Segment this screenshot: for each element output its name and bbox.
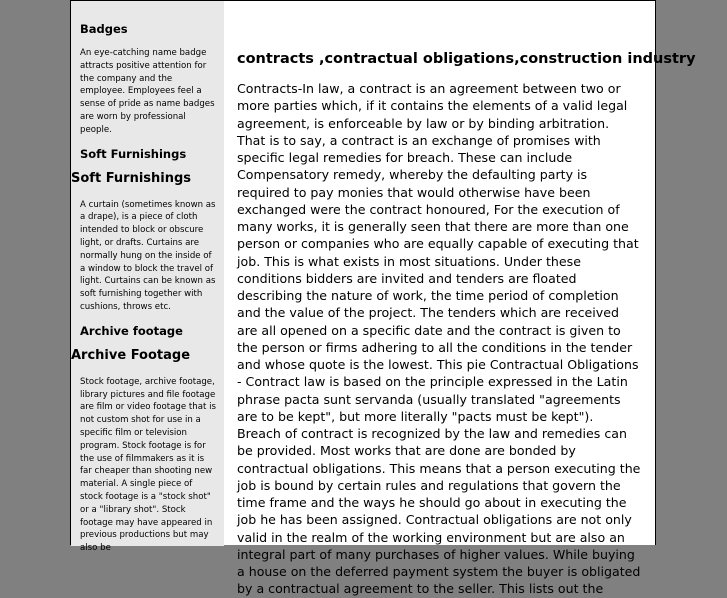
soft-furnishings-description: A curtain (sometimes known as a drape), is a piece of cloth intended to block or obscure light, or drafts. Curtains are normally hung on the inside of a window to block the travel of light. Curtains can be known as soft furnishing together with cushions, throws etc.: [80, 199, 216, 312]
article-body: Contracts-In law, a contract is an agreement between two or more parties which, if it contains the elements of a valid legal agreement, is enforceable by law or by binding arbitration. That is to say, a contract is an exchange of promises with specific legal remedies for breach. These can include Compensatory remedy, whereby the defaulting party is required to pay monies that would otherwise have been exchanged were the contract honoured, For the execution of many works, it is generally seen that there are more than one person or companies who are equally capable of executing that job. This is what exists in most situations. Under these conditions bidders are invited and tenders are floated describing the nature of work, the time period of completion and the value of the project. The tenders which are received are all opened on a specific date and the contract is given to the person or firms adhering to all the conditions in the tender and whose quote is the lowest. This pie Contractual Obligations - Contract law is based on the principle expressed in the Latin phrase pacta sunt servanda (usually translated "agreements are to be kept", but more literally "pacts must be kept"). Breach of contract is recognized by the law and remedies can be provided. Most works that are done are bonded by contractual obligations. This means that a person executing the job is bound by certain rules and regulations that govern the time frame and the ways he should go about in executing the job he has been assigned. Contractual obligations are not only valid in the realm of the working environment but are also an integral part of many purchases of higher values. While buying a house on the deferred payment system the buyer is obligated by a contractual agreement to the seller. This lists out the: [237, 81, 641, 597]
archive-footage-heading: Archive Footage: [71, 347, 191, 363]
soft-furnishings-heading: Soft Furnishings: [71, 170, 192, 186]
badges-description: An eye-catching name badge attracts positive attention for the company and the employee. Employees feel a sense of pride as name badges are worn by professional people.: [80, 48, 215, 135]
page-title: contracts ,contractual obligations,construction industry: [237, 51, 696, 67]
page-frame: [70, 0, 696, 597]
archive-footage-link[interactable]: Archive footage: [80, 323, 183, 338]
archive-footage-description: Stock footage, archive footage, library pictures and file footage are film or video footage that is not custom shot for use in a specific film or television program. Stock footage is for the use of filmmakers as it is far cheaper than shooting new material. A single piece of stock footage is a "stock shot" or a "library shot". Stock footage may have appeared in previous productions but may also be: [80, 376, 216, 554]
soft-furnishings-link[interactable]: Soft Furnishings: [80, 146, 187, 161]
badges-link[interactable]: Badges: [80, 22, 128, 36]
main-content: [237, 1, 696, 597]
sidebar: [71, 1, 224, 554]
